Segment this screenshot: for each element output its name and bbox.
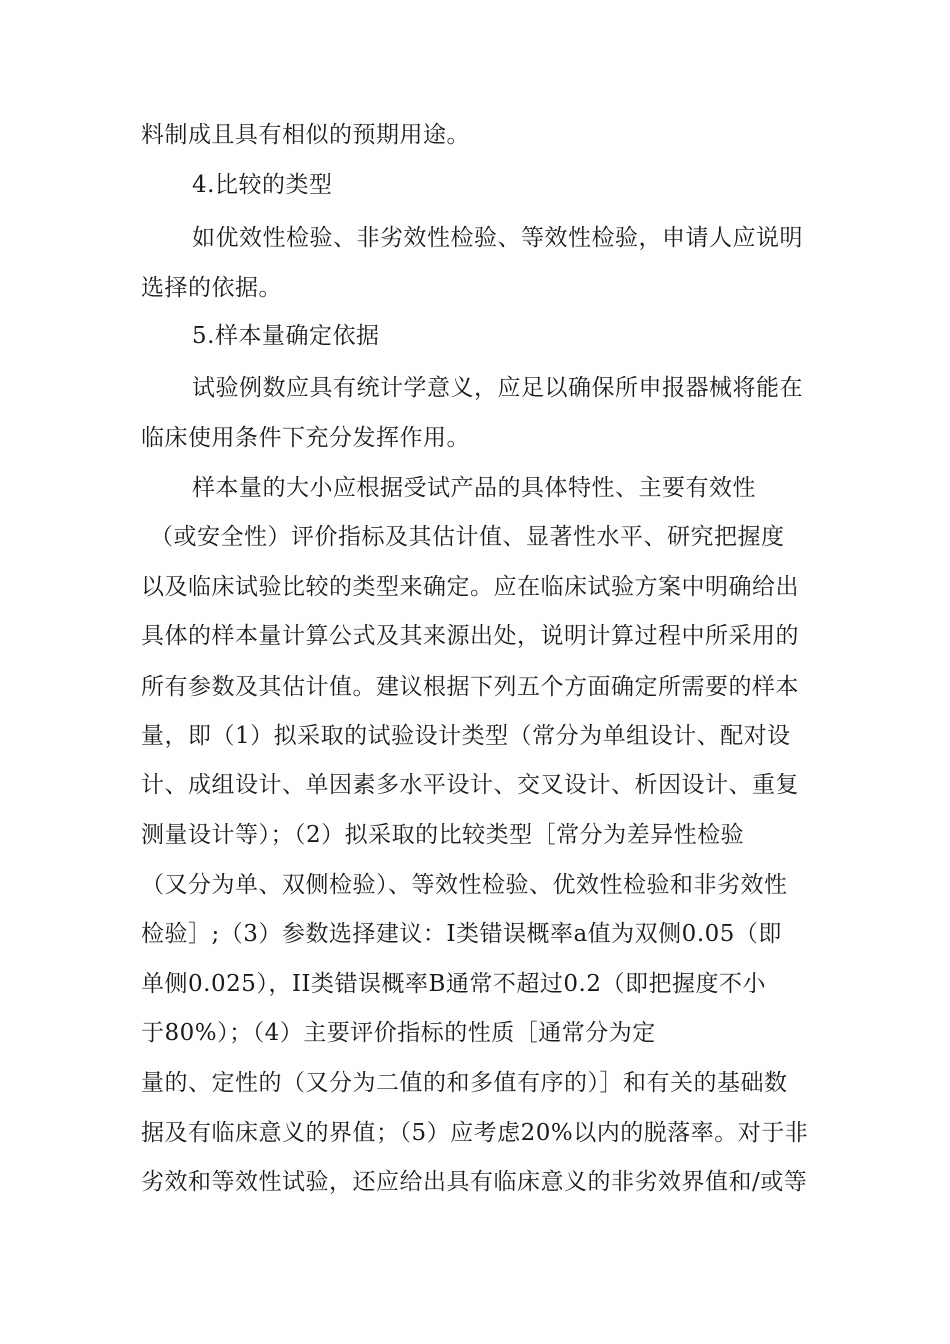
text-line: 样本量的大小应根据受试产品的具体特性、主要有效性 xyxy=(192,475,756,501)
text-line: 测量设计等）；（2）拟采取的比较类型［常分为差异性检验 xyxy=(141,822,745,848)
text-line: 试验例数应具有统计学意义，应足以确保所申报器械将能在 xyxy=(192,375,803,401)
section-heading: 5.样本量确定依据 xyxy=(192,323,380,349)
text-line: 计、成组设计、单因素多水平设计、交叉设计、析因设计、重复 xyxy=(141,772,799,798)
text-line: 单侧0.025），II类错误概率B通常不超过0.2（即把握度不小 xyxy=(141,971,766,997)
text-line: 所有参数及其估计值。建议根据下列五个方面确定所需要的样本 xyxy=(141,674,799,700)
text-line: 料制成且具有相似的预期用途。 xyxy=(141,122,470,148)
text-line: 量，即（1）拟采取的试验设计类型（常分为单组设计、配对设 xyxy=(141,723,791,749)
text-line: （或安全性）评价指标及其估计值、显著性水平、研究把握度 xyxy=(150,524,785,550)
text-line: 量的、定性的（又分为二值的和多值有序的）］和有关的基础数 xyxy=(141,1070,788,1096)
section-heading: 4.比较的类型 xyxy=(192,172,333,198)
text-line: 于80%）；（4）主要评价指标的性质［通常分为定 xyxy=(141,1020,656,1046)
text-line: 选择的依据。 xyxy=(141,275,282,301)
text-line: 如优效性检验、非劣效性检验、等效性检验，申请人应说明 xyxy=(192,225,803,251)
text-line: 以及临床试验比较的类型来确定。应在临床试验方案中明确给出 xyxy=(141,574,799,600)
text-line: 据及有临床意义的界值；（5）应考虑20%以内的脱落率。对于非 xyxy=(141,1120,809,1146)
text-line: （又分为单、双侧检验）、等效性检验、优效性检验和非劣效性 xyxy=(141,872,788,898)
text-line: 具体的样本量计算公式及其来源出处，说明计算过程中所采用的 xyxy=(141,623,799,649)
text-line: 检验］;（3）参数选择建议：I类错误概率a值为双侧0.05（即 xyxy=(141,921,782,947)
text-line: 临床使用条件下充分发挥作用。 xyxy=(141,425,470,451)
text-line: 劣效和等效性试验，还应给出具有临床意义的非劣效界值和/或等 xyxy=(141,1169,808,1195)
